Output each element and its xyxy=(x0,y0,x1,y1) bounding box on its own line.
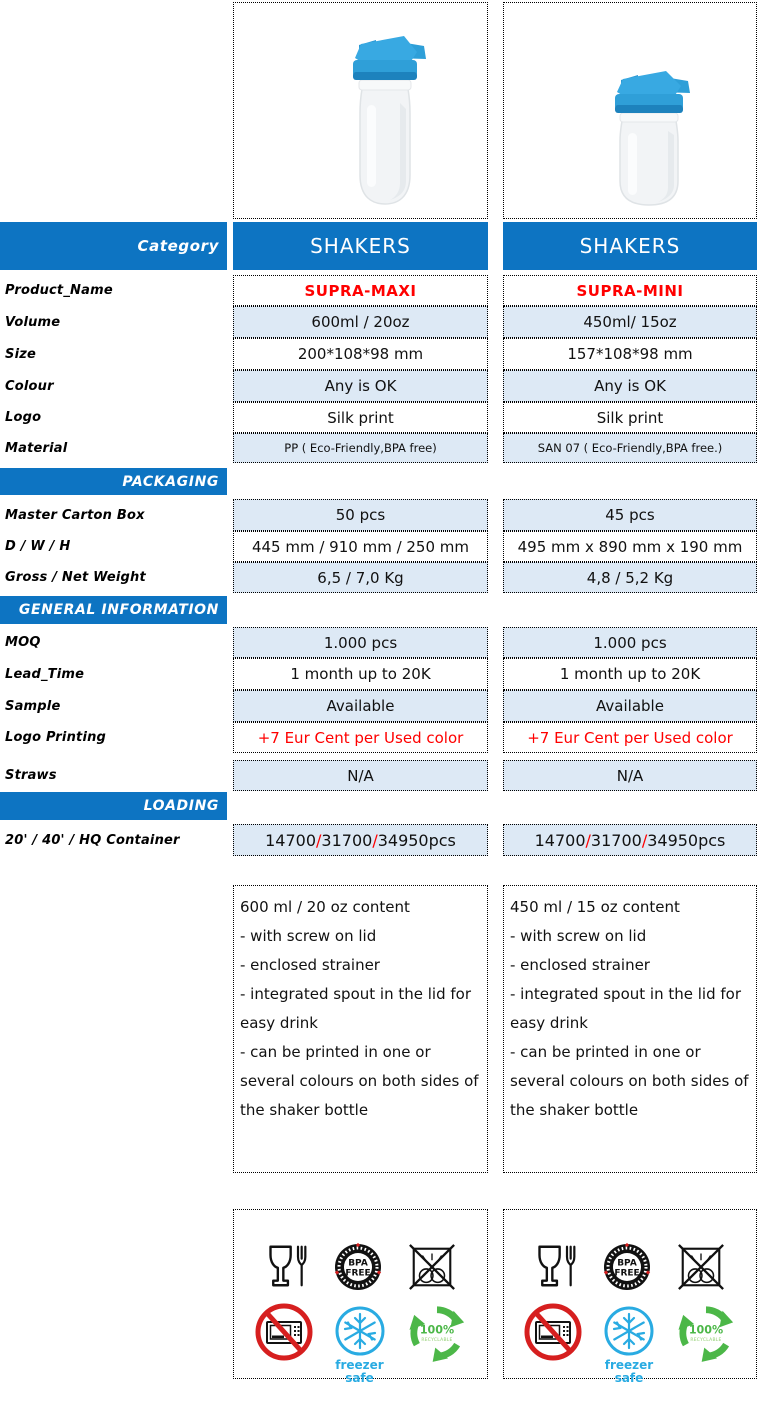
description-line: 600 ml / 20 oz content xyxy=(240,898,410,916)
table-row-sample xyxy=(0,690,765,722)
category-header-label: Category xyxy=(0,222,227,270)
freezer-safe-label-line1: freezer xyxy=(335,1358,384,1372)
shaker-bottle-maxi-image xyxy=(334,33,436,209)
cell-lead-time-mini: 1 month up to 20K xyxy=(503,658,757,690)
cell-sample-mini: Available xyxy=(503,690,757,722)
food-safe-icon xyxy=(265,1242,309,1290)
row-label-lead-time: Lead_Time xyxy=(5,666,85,682)
table-row-colour xyxy=(0,370,765,402)
table-row-dwh xyxy=(0,531,765,562)
description-line: - can be printed in one or several colours on both sides of the shaker bottle xyxy=(510,1043,749,1119)
category-cell-maxi: SHAKERS xyxy=(233,222,488,270)
category-cell-mini: SHAKERS xyxy=(503,222,757,270)
no-microwave-icon xyxy=(523,1302,583,1362)
loading-section-header: LOADING xyxy=(0,792,227,820)
row-label-colour: Colour xyxy=(5,378,54,394)
container-separator: / xyxy=(372,830,378,850)
cell-colour-mini: Any is OK xyxy=(503,370,757,402)
bpa-free-icon xyxy=(333,1242,383,1292)
description-line: - integrated spout in the lid for easy drink xyxy=(240,985,471,1032)
row-label-dwh: D / W / H xyxy=(5,539,71,554)
cell-master-carton-mini: 45 pcs xyxy=(503,499,757,531)
row-label-material: Material xyxy=(5,440,68,456)
cell-size-maxi: 200*108*98 mm xyxy=(233,338,488,370)
icon-row-top xyxy=(265,1242,457,1292)
table-row-size xyxy=(0,338,765,370)
cell-size-mini: 157*108*98 mm xyxy=(503,338,757,370)
row-label-straws: Straws xyxy=(5,768,57,783)
packaging-section-header: PACKAGING xyxy=(0,468,227,495)
container-separator: / xyxy=(641,830,648,850)
recyclable-pct-text: 100% xyxy=(688,1323,724,1337)
cell-sample-maxi: Available xyxy=(233,690,488,722)
cell-moq-maxi: 1.000 pcs xyxy=(233,627,488,658)
row-label-product-name: Product_Name xyxy=(5,283,113,298)
no-microwave-icon xyxy=(254,1302,314,1362)
container-qty-40ft: 31700 xyxy=(590,830,642,850)
cell-straws-mini: N/A xyxy=(503,760,757,791)
row-label-gross-net: Gross / Net Weight xyxy=(5,570,146,585)
container-separator: / xyxy=(316,830,322,850)
row-label-moq: MOQ xyxy=(5,635,41,650)
cell-material-maxi: PP ( Eco-Friendly,BPA free) xyxy=(233,433,488,463)
product-image-box-mini xyxy=(503,2,757,219)
freezer-safe-icon-group xyxy=(603,1305,655,1385)
container-qty-hq: 34950pcs xyxy=(647,830,726,850)
cell-material-mini: SAN 07 ( Eco-Friendly,BPA free.) xyxy=(503,433,757,463)
cell-logo-maxi: Silk print xyxy=(233,402,488,433)
icon-row-bottom xyxy=(254,1302,468,1385)
shaker-bottle-mini-image xyxy=(600,69,698,209)
description-line: - can be printed in one or several colours on both sides of the shaker bottle xyxy=(240,1043,479,1119)
cell-gross-net-mini: 4,8 / 5,2 Kg xyxy=(503,562,757,593)
cell-lead-time-maxi: 1 month up to 20K xyxy=(233,658,488,690)
recyclable-label-text: RECYCLABLE xyxy=(420,1337,453,1343)
table-row-container xyxy=(0,824,765,856)
container-qty-40ft: 31700 xyxy=(321,830,373,850)
table-row-material xyxy=(0,433,765,463)
freezer-safe-icon xyxy=(334,1305,386,1357)
cell-container-maxi xyxy=(233,824,488,856)
food-safe-icon xyxy=(534,1242,578,1290)
table-row-product-name xyxy=(0,275,765,306)
icon-row-bottom xyxy=(523,1302,737,1385)
cell-logo-printing-mini: +7 Eur Cent per Used color xyxy=(503,722,757,753)
cell-gross-net-maxi: 6,5 / 7,0 Kg xyxy=(233,562,488,593)
description-line: - with screw on lid xyxy=(510,927,647,945)
cell-product-name-maxi: SUPRA-MAXI xyxy=(233,275,488,306)
table-row-logo-printing xyxy=(0,722,765,753)
loading-section-header-row xyxy=(0,792,765,820)
bpa-free-text-line2: FREE xyxy=(614,1268,640,1279)
cell-straws-maxi: N/A xyxy=(233,760,488,791)
row-label-master-carton: Master Carton Box xyxy=(5,507,145,523)
table-row-volume xyxy=(0,306,765,338)
no-dishwasher-icon xyxy=(407,1242,457,1292)
bpa-free-icon xyxy=(602,1242,652,1292)
container-qty-hq: 34950pcs xyxy=(377,830,456,850)
cell-dwh-maxi: 445 mm / 910 mm / 250 mm xyxy=(233,531,488,562)
freezer-safe-label-line2: safe xyxy=(345,1371,374,1385)
cell-logo-printing-maxi: +7 Eur Cent per Used color xyxy=(233,722,488,753)
container-qty-20ft: 14700 xyxy=(265,830,317,850)
icon-row-top xyxy=(534,1242,726,1292)
table-row-moq xyxy=(0,627,765,658)
row-label-logo: Logo xyxy=(5,410,42,425)
cell-volume-mini: 450ml/ 15oz xyxy=(503,306,757,338)
freezer-safe-icon-group xyxy=(334,1305,386,1385)
recyclable-icon xyxy=(406,1302,468,1364)
description-line: 450 ml / 15 oz content xyxy=(510,898,680,916)
cell-volume-maxi: 600ml / 20oz xyxy=(233,306,488,338)
safety-icons-box-maxi xyxy=(233,1209,488,1385)
container-qty-20ft: 14700 xyxy=(534,830,586,850)
row-label-logo-printing: Logo Printing xyxy=(5,730,107,745)
description-line: - with screw on lid xyxy=(240,927,377,945)
description-box-mini xyxy=(503,885,757,1173)
packaging-section-header-row xyxy=(0,468,765,495)
freezer-safe-label-line1: freezer xyxy=(604,1358,654,1372)
description-line: - enclosed strainer xyxy=(240,956,380,974)
cell-container-mini xyxy=(503,824,757,856)
bpa-free-text-line1: BPA xyxy=(347,1258,368,1269)
general-section-header: GENERAL INFORMATION xyxy=(0,596,227,624)
recyclable-icon xyxy=(675,1302,737,1364)
description-box-maxi xyxy=(233,885,488,1173)
bpa-free-text-line2: FREE xyxy=(344,1268,371,1279)
row-label-container: 20' / 40' / HQ Container xyxy=(5,832,180,848)
cell-dwh-mini: 495 mm x 890 mm x 190 mm xyxy=(503,531,757,562)
cell-colour-maxi: Any is OK xyxy=(233,370,488,402)
row-label-volume: Volume xyxy=(5,314,61,330)
container-separator: / xyxy=(585,830,591,850)
table-row-lead-time xyxy=(0,658,765,690)
recyclable-label-text: RECYCLABLE xyxy=(690,1337,722,1343)
cell-product-name-mini: SUPRA-MINI xyxy=(503,275,757,306)
no-dishwasher-icon xyxy=(676,1242,726,1292)
safety-icons-box-mini xyxy=(503,1209,757,1385)
table-row-master-carton xyxy=(0,499,765,531)
description-line: - integrated spout in the lid for easy drink xyxy=(510,985,741,1032)
row-label-size: Size xyxy=(5,346,37,362)
table-row-straws xyxy=(0,760,765,791)
freezer-safe-label-line2: safe xyxy=(614,1371,644,1385)
table-row-logo xyxy=(0,402,765,433)
cell-logo-mini: Silk print xyxy=(503,402,757,433)
cell-moq-mini: 1.000 pcs xyxy=(503,627,757,658)
table-row-gross-net xyxy=(0,562,765,593)
row-label-sample: Sample xyxy=(5,698,61,714)
cell-master-carton-maxi: 50 pcs xyxy=(233,499,488,531)
description-line: - enclosed strainer xyxy=(510,956,650,974)
general-section-header-row xyxy=(0,596,765,624)
freezer-safe-icon xyxy=(603,1305,655,1357)
recyclable-pct-text: 100% xyxy=(419,1323,454,1337)
bpa-free-text-line1: BPA xyxy=(617,1258,637,1269)
product-image-box-maxi xyxy=(233,2,488,219)
category-header-row xyxy=(0,222,765,270)
